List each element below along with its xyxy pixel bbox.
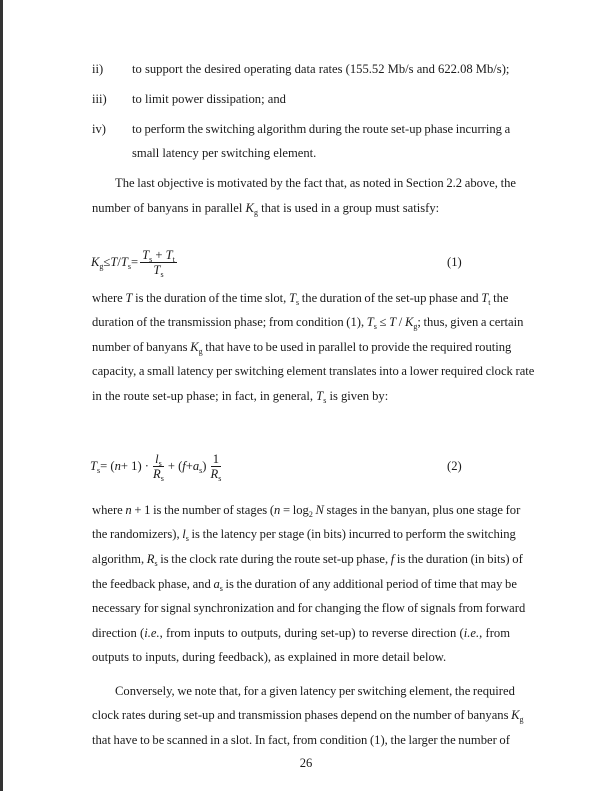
text-run: in the route set-up phase; in fact, in general, [92,389,317,403]
text-run: that have to be scanned in a slot. In fact, from condition (1), the larger the number of [92,733,510,747]
math-variable: R [210,466,219,481]
text-line [132,91,286,107]
text-run: number of banyans in parallel [92,201,246,215]
math-variable: a [192,458,200,473]
subscript: s [199,465,203,475]
math-variable: T [481,291,489,305]
text-run: = log [280,503,309,517]
text-run: / [396,315,405,329]
text-line [92,707,524,724]
math-symbol [142,248,152,262]
subscript: s [219,584,223,593]
math-variable: l [182,527,186,541]
text-run: the feedback phase, and [92,577,214,591]
math-variable: K [511,708,520,722]
text-run: that have to be used in parallel to provide the required routing [202,340,512,354]
math-symbol [110,255,117,270]
text-run: , from inputs to outputs, during set-up) to reverse direction ( [159,626,464,640]
text-line [92,200,439,216]
text-run: where [92,291,126,305]
fraction [140,248,177,277]
math-symbol [90,459,100,474]
math-variable: T [389,315,397,329]
text-run: where [92,503,126,517]
math-variable: T [125,291,133,305]
math-symbol [316,389,326,403]
math-variable: N [315,503,324,517]
text-run: that is used in a group must satisfy: [257,201,440,215]
denominator [209,467,224,481]
list-item-label: iv) [92,122,106,136]
subscript: s [373,322,377,331]
math-variable: i.e. [463,626,480,640]
math-variable: i.e. [144,626,160,640]
text-line [115,175,516,191]
subscript: g [413,322,418,331]
math-symbol [464,626,479,640]
math-variable: l [155,451,159,466]
math-symbol [91,255,103,270]
math-variable: R [146,552,155,566]
text-run: ; thus, given a certain [417,315,524,329]
text-run: is the duration (in bits) of [394,552,523,566]
math-variable: T [110,254,118,269]
text-line [92,576,517,593]
text-run: is the duration of any additional period of time that may be [222,577,517,591]
text-run: is the duration of the time slot, [132,291,289,305]
text-line [92,290,510,306]
text-line [92,625,510,641]
text-run: 1 [212,451,220,466]
text-run: = [130,254,139,269]
page-binding-edge [0,0,3,791]
text-run: to limit power dissipation; and [132,92,286,106]
subscript: g [198,347,203,356]
math-variable: T [316,389,324,403]
text-run: clock rates during set-up and transmission phases depend on the number of banyans [92,708,512,722]
math-symbol [155,452,162,466]
math-symbol [246,201,258,215]
list-item-label: iii) [92,92,107,106]
subscript: s [154,559,158,568]
text-run: The last objective is motivated by the fact that, as noted in Section 2.2 above, the [115,176,516,190]
subscript: s [218,473,222,483]
subscript: s [323,396,327,405]
math-variable: T [142,247,150,262]
text-run: to perform the switching algorithm during the route set-up phase incurring a [132,122,511,136]
text-run: ≤ [103,254,111,269]
text-run: is given by: [326,389,389,403]
subscript: s [160,269,164,279]
numerator [153,452,164,467]
math-variable: T [120,254,128,269]
text-line [92,551,523,568]
subscript: s [296,298,300,307]
fraction [209,452,224,481]
text-run: the randomizers), [92,527,183,541]
math-variable: K [404,315,414,329]
math-variable: T [153,262,161,277]
text-run: is the latency per stage (in bits) incurred to perform the switching [188,527,516,541]
text-run: + 1 is the number of stages ( [131,503,275,517]
math-symbol [405,315,417,329]
math-variable: K [245,201,254,215]
text-run: = ( [100,458,115,473]
subscript: s [97,465,101,475]
text-run: stages in the banyan, plus one stage for [323,503,521,517]
math-variable: T [90,458,98,473]
text-line [132,145,316,161]
math-symbol [211,467,222,481]
text-line [92,363,535,379]
denominator [151,263,165,277]
math-variable: R [152,466,161,481]
subscript: t [172,254,175,264]
text-line [92,502,521,519]
math-symbol [153,467,164,481]
math-symbol [213,577,222,591]
text-line [92,388,388,404]
text-run: + ( [167,458,183,473]
subscript: g [519,715,524,724]
equation-2 [90,450,225,482]
text-run: + 1) · [120,458,149,473]
subscript: g [253,208,258,217]
math-symbol [166,248,175,262]
numerator [140,248,177,263]
math-variable: T [366,315,374,329]
fraction [151,452,166,481]
text-line [92,339,510,355]
list-item-label: ii) [92,62,104,76]
text-run: ) [202,458,207,473]
math-symbol [190,340,202,354]
math-symbol [121,255,131,270]
math-variable: T [288,291,296,305]
text-line [92,649,446,665]
math-variable: f [182,458,186,473]
math-variable: n [274,503,281,517]
text-run: duration of the transmission phase; from condition (1), [92,315,367,329]
text-run: ≤ [376,315,390,329]
text-line [132,121,510,137]
math-variable: a [213,577,220,591]
math-symbol [315,503,323,517]
math-symbol [367,315,377,329]
denominator [151,467,166,481]
subscript: s [160,473,164,483]
math-symbol [182,527,189,541]
text-line [92,600,526,616]
text-run: direction ( [92,626,145,640]
text-run: the duration of the set-up phase and [299,291,482,305]
text-run: + [152,247,166,262]
subscript: 2 [308,510,313,519]
subscript: s [158,458,162,468]
text-line [132,61,509,77]
text-run: number of banyans [92,340,191,354]
math-symbol [144,626,159,640]
subscript: s [149,254,153,264]
math-variable: n [114,458,121,473]
subscript: t [488,298,491,307]
math-symbol [193,459,202,474]
text-run: / [117,254,121,269]
math-symbol [289,291,299,305]
math-variable: n [125,503,132,517]
math-variable: T [165,247,173,262]
math-symbol [511,708,523,722]
text-run: + [185,458,193,473]
text-run: the [490,291,509,305]
math-symbol [153,263,163,277]
numerator [211,452,221,467]
equation-number: (2) [447,459,462,473]
text-run: outputs to inputs, during feedback), as explained in more detail below. [92,650,447,664]
subscript: s [185,534,189,543]
subscript: s [127,261,131,271]
math-symbol [147,552,158,566]
equation-number: (1) [447,255,462,269]
math-variable: K [91,254,100,269]
text-line [115,683,515,699]
text-run: algorithm, [92,552,147,566]
text-run: Conversely, we note that, for a given latency per switching element, the required [115,684,515,698]
text-line [92,314,524,331]
math-variable: K [190,340,199,354]
text-line [92,732,510,748]
text-run: to support the desired operating data rates (155.52 Mb/s and 622.08 Mb/s); [132,62,510,76]
text-run: small latency per switching element. [132,146,317,160]
page-number: 26 [299,756,313,770]
subscript: g [99,261,104,271]
math-variable: f [390,552,395,566]
text-run: capacity, a small latency per switching element translates into a lower required clock rate [92,364,535,378]
text-run: is the clock rate during the route set-up phase, [157,552,391,566]
equation-1 [91,246,179,278]
text-line [92,526,516,543]
text-run: necessary for signal synchronization and for changing the flow of signals from forward [92,601,526,615]
text-run: , from [479,626,511,640]
